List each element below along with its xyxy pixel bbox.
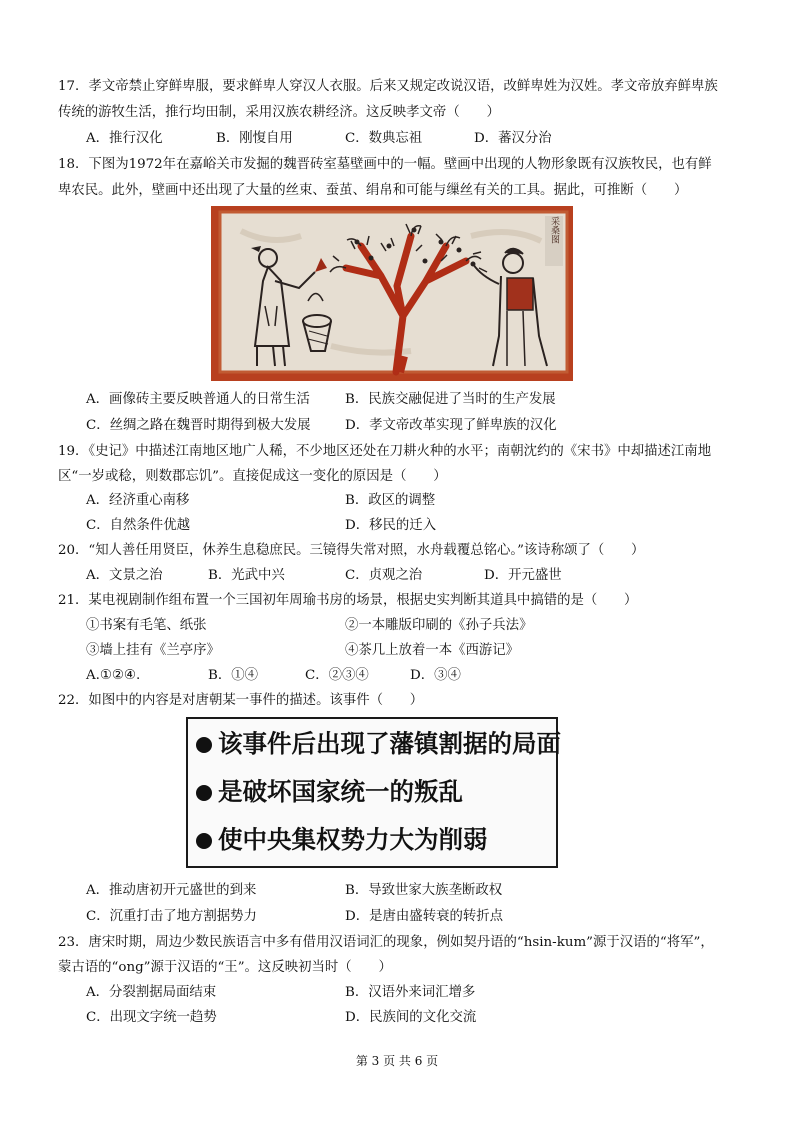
q21-stem: 21．某电视剧制作组布置一个三国初年周瑜书房的场景，根据史实判断其道具中搞错的是（ ） [58,593,638,608]
q17-stem-line1: 17．孝文帝禁止穿鲜卑服，要求鲜卑人穿汉人衣服。后来又规定改说汉语，改鲜卑姓为汉姓。孝文帝放弃鲜卑族 [58,79,718,94]
q22-bullet-3-text: 使中央集权势力大为削弱 [218,825,488,854]
q19-stem-line1: 19．《史记》中描述江南地区地广人稀，不少地区还处在刀耕火种的水平；南朝沈约的《宋书》中却描述江南地 [58,444,712,459]
q21-item-1: ①书案有毛笔、纸张 [86,618,207,633]
q22-bullet-1 [196,729,561,759]
q21-item-2: ②一本雕版印刷的《孙子兵法》 [345,618,533,633]
q23-option-d: D．民族间的文化交流 [345,1010,477,1025]
q22-option-c: C．沉重打击了地方割据势力 [86,909,257,924]
q20-option-b: B．光武中兴 [208,568,285,583]
q20-option-c: C．贞观之治 [345,568,423,583]
q20-option-a: A．文景之治 [86,568,163,583]
q18-option-a: A．画像砖主要反映普通人的日常生活 [86,392,310,407]
q21-option-d: D．③④ [410,668,461,683]
q18-option-d: D．孝文帝改革实现了鲜卑族的汉化 [345,418,557,433]
q22-bullet-2-text: 是破坏国家统一的叛乱 [218,777,463,806]
q22-stem: 22．如图中的内容是对唐朝某一事件的描述。该事件（ ） [58,693,424,708]
q21-option-a: A.①②④. [86,668,141,683]
q22-bullet-1-text: 该事件后出现了藩镇割据的局面 [218,729,561,758]
bullet-dot-icon [196,833,212,849]
mulberry-picking-mural-image [211,206,573,381]
q19-stem-line2: 区“一岁或稔，则数郡忘饥”。直接促成这一变化的原因是（ ） [58,469,447,484]
q21-option-c: C．②③④ [305,668,369,683]
q23-option-c: C．出现文字统一趋势 [86,1010,217,1025]
q19-option-c: C．自然条件优越 [86,518,190,533]
bullet-dot-icon [196,785,212,801]
q17-option-c: C．数典忘祖 [345,131,423,146]
q19-option-d: D．移民的迁入 [345,518,437,533]
q22-bullet-2 [196,777,463,807]
q23-option-a: A．分裂割据局面结束 [86,985,217,1000]
q23-stem-line2: 蒙古语的“ong”源于汉语的“王”。这反映初当时（ ） [58,960,392,975]
bullet-dot-icon [196,737,212,753]
q20-option-d: D．开元盛世 [484,568,562,583]
q20-stem: 20．“知人善任用贤臣，休养生息稳庶民。三镜得失常对照，水舟载覆总铭心。”该诗称颂了（ ） [58,543,645,558]
q22-option-b: B．导致世家大族垄断政权 [345,883,503,898]
q21-option-b: B．①④ [208,668,259,683]
q22-option-d: D．是唐由盛转衰的转折点 [345,909,504,924]
q23-option-b: B．汉语外来词汇增多 [345,985,476,1000]
mural-caption-char-1: 采桑图 [549,216,559,244]
q21-item-3: ③墙上挂有《兰亭序》 [86,643,220,658]
q19-option-b: B．政区的调整 [345,493,436,508]
q17-stem-line2: 传统的游牧生活，推行均田制，采用汉族农耕经济。这反映孝文帝（ ） [58,105,500,120]
q17-option-a: A．推行汉化 [86,131,163,146]
q22-description-box [186,717,561,868]
q18-option-b: B．民族交融促进了当时的生产发展 [345,392,556,407]
q17-option-d: D．蕃汉分治 [474,131,552,146]
q18-option-c: C．丝绸之路在魏晋时期得到极大发展 [86,418,311,433]
page-number-footer: 第 3 页 共 6 页 [355,1054,439,1068]
q23-stem-line1: 23．唐宋时期，周边少数民族语言中多有借用汉语词汇的现象，例如契丹语的“hsin-kum”源于汉语的“将军”， [58,935,714,950]
q18-stem-line2: 卑农民。此外，壁画中还出现了大量的丝束、蚕茧、绢帛和可能与缫丝有关的工具。据此，可推断（ ） [58,183,688,198]
q22-option-a: A．推动唐初开元盛世的到来 [86,883,257,898]
q21-item-4: ④茶几上放着一本《西游记》 [345,643,520,658]
q22-bullet-3 [196,825,488,855]
q18-stem-line1: 18．下图为1972年在嘉峪关市发掘的魏晋砖室墓壁画中的一幅。壁画中出现的人物形象既有汉族牧民，也有鲜 [58,157,712,172]
q17-option-b: B．刚愎自用 [216,131,293,146]
q19-option-a: A．经济重心南移 [86,493,190,508]
